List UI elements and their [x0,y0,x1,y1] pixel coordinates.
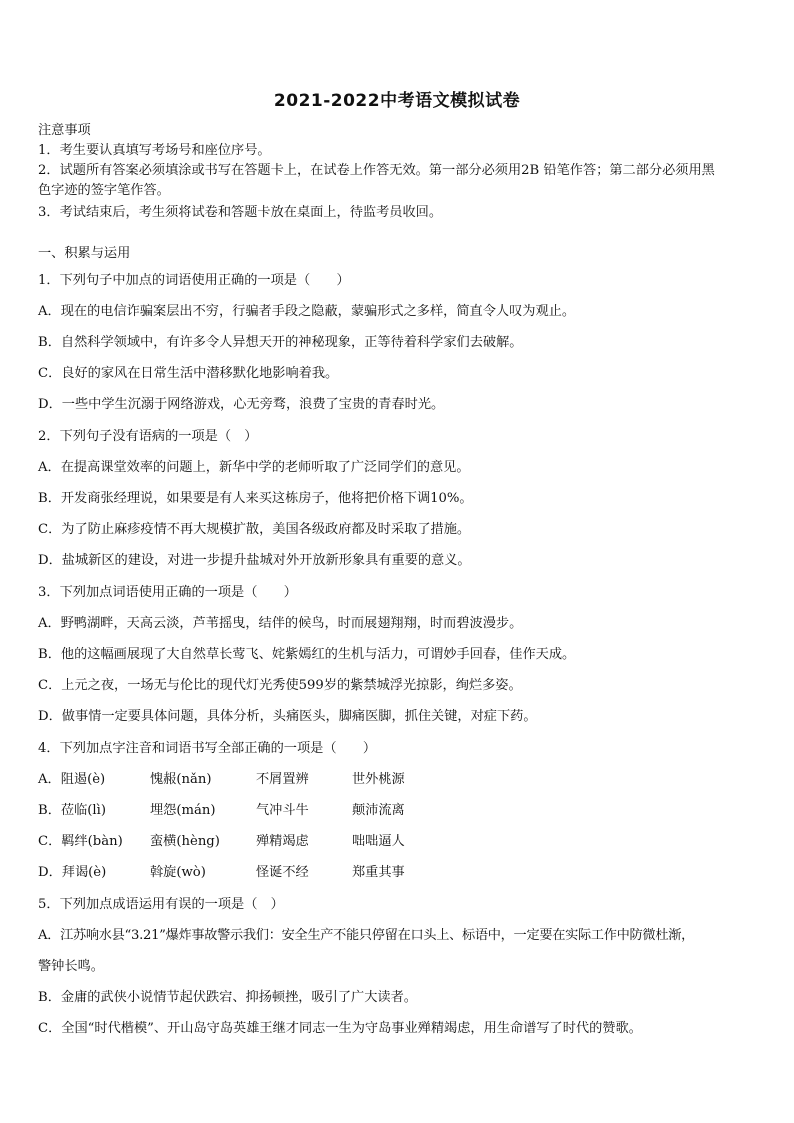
q4-option-cell: B．莅临(lì) [38,803,106,818]
question-stem-4: 4．下列加点字注音和词语书写全部正确的一项是（ ） [38,741,377,756]
q2-option-c: C．为了防止麻疹疫情不再大规模扩散，美国各级政府都及时采取了措施。 [38,522,471,537]
q3-option-c: C．上元之夜，一场无与伦比的现代灯光秀使599岁的紫禁城浮光掠影，绚烂多姿。 [38,678,522,693]
q5-option-a-line1: A．江苏响水县“3.21”爆炸事故警示我们：安全生产不能只停留在口头上、标语中，一定要在实际工作中防微杜渐， [38,928,694,943]
q4-option-cell: 世外桃源 [352,772,405,787]
q4-option-cell: 殚精竭虑 [256,834,309,849]
q4-option-b [38,801,764,821]
question-stem-5: 5．下列加点成语运用有误的一项是（ ） [38,897,284,912]
q3-option-a: A．野鸭湖畔，天高云淡，芦苇摇曳，结伴的候鸟，时而展翅翔翔，时而碧波漫步。 [38,616,523,631]
q4-option-cell: D．拜谒(è) [38,865,107,880]
q4-option-cell: 斡旋(wò) [150,865,206,880]
question-stem-3: 3．下列加点词语使用正确的一项是（ ） [38,585,297,600]
q4-option-cell: 蛮横(hèng) [150,834,220,849]
question-stem-2: 2．下列句子没有语病的一项是（ ） [38,429,258,444]
q1-option-c: C．良好的家风在日常生活中潜移默化地影响着我。 [38,366,339,381]
q4-option-cell: 不屑置辨 [256,772,309,787]
q3-option-d: D．做事情一定要具体问题，具体分析，头痛医头，脚痛医脚，抓住关键，对症下药。 [38,709,537,724]
q2-option-d: D．盐城新区的建设，对进一步提升盐城对外开放新形象具有重要的意义。 [38,553,471,568]
section-heading: 一、积累与运用 [38,246,131,261]
q4-option-cell: 气冲斗牛 [256,803,309,818]
notice-heading: 注意事项 [38,123,91,138]
q4-option-a [38,770,764,790]
q4-option-cell: 咄咄逼人 [352,834,405,849]
q4-option-cell: 颠沛流离 [352,803,405,818]
q4-option-cell: 愧赧(nǎn) [150,772,212,787]
q4-option-c [38,832,764,852]
notice-item: 2．试题所有答案必须填涂或书写在答题卡上，在试卷上作答无效。第一部分必须用2B 铅笔作答；第二部分必须用黑 [38,163,715,178]
q4-option-cell: A．阻遏(è) [38,772,106,787]
q5-option-a-line2: 警钟长鸣。 [38,959,104,974]
notice-item: 3．考试结束后，考生须将试卷和答题卡放在桌面上，待监考员收回。 [38,205,443,220]
q5-option-b: B．金庸的武侠小说情节起伏跌宕、抑扬顿挫，吸引了广大读者。 [38,990,417,1005]
notice-item: 色字迹的签字笔作答。 [38,183,170,198]
q4-option-d [38,863,764,883]
q4-option-cell: 埋怨(mán) [150,803,216,818]
q4-option-cell: 怪诞不经 [256,865,309,880]
q2-option-b: B．开发商张经理说，如果要是有人来买这栋房子，他将把价格下调10%。 [38,491,473,506]
q5-option-c: C．全国“时代楷模”、开山岛守岛英雄王继才同志一生为守岛事业殚精竭虑，用生命谱写了时代的赞歌。 [38,1021,642,1036]
question-stem-1: 1．下列句子中加点的词语使用正确的一项是（ ） [38,273,350,288]
q1-option-b: B．自然科学领域中，有许多令人异想天开的神秘现象，正等待着科学家们去破解。 [38,335,523,350]
page-title: 2021-2022中考语文模拟试卷 [273,91,521,111]
notice-item: 1．考生要认真填写考场号和座位序号。 [38,143,271,158]
q2-option-a: A．在提高课堂效率的问题上，新华中学的老师听取了广泛同学们的意见。 [38,460,470,475]
q1-option-d: D．一些中学生沉溺于网络游戏，心无旁骛，浪费了宝贵的青春时光。 [38,397,445,412]
q4-option-cell: C．羁绊(bàn) [38,834,123,849]
q3-option-b: B．他的这幅画展现了大自然草长莺飞、姹紫嫣红的生机与活力，可谓妙手回春，佳作天成。 [38,647,576,662]
q1-option-a: A．现在的电信诈骗案层出不穷，行骗者手段之隐蔽，蒙骗形式之多样，简直令人叹为观止。 [38,304,576,319]
q4-option-cell: 郑重其事 [352,865,405,880]
